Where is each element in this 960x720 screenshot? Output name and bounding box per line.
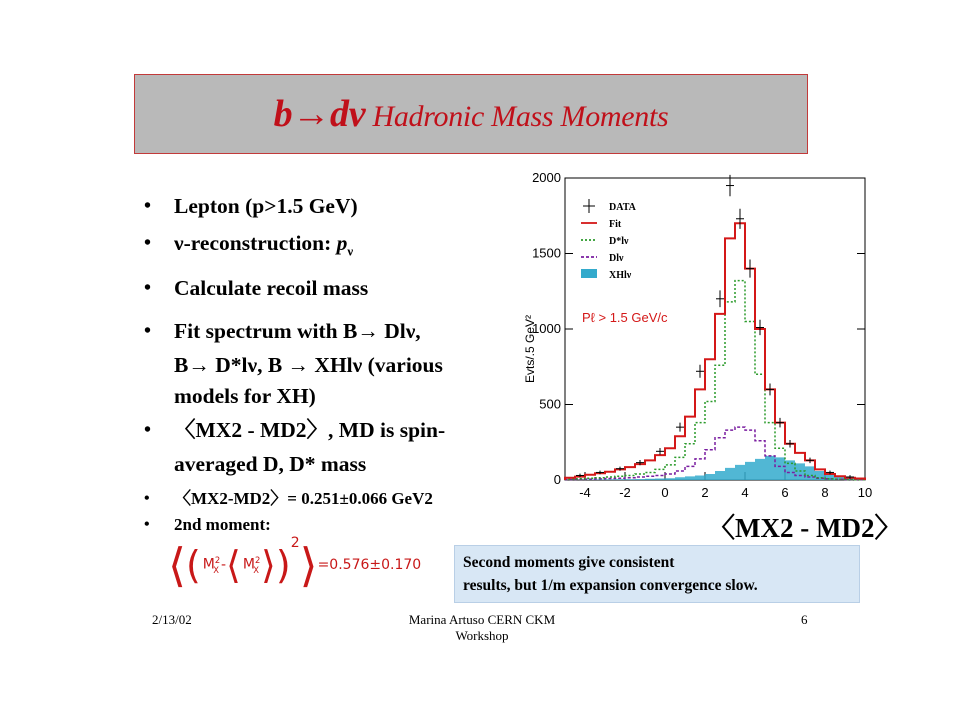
conclusion-note xyxy=(454,545,860,603)
second-moment-formula: ⟨ ( $M^2_X$ - ⟨ $M^2_X$ ⟩) 2 ⟩ =0.576±0.170 xyxy=(168,535,422,592)
y-tick-label: 1000 xyxy=(532,321,561,336)
bullet-moment-def: • 〈MX2 - MD2〉, MD is spin- xyxy=(142,412,522,449)
slide-title xyxy=(134,74,808,154)
x-tick-label: -4 xyxy=(579,485,591,500)
footer-author-line1: Marina Artuso CERN CKM xyxy=(408,612,556,627)
chart-root xyxy=(523,170,872,500)
bullet-lepton: • Lepton (p>1.5 GeV) xyxy=(142,188,522,225)
title-rest: Hadronic Mass Moments xyxy=(365,100,669,133)
bullet-list xyxy=(142,188,522,538)
p-symbol: p xyxy=(336,231,348,255)
bullet-nu-reco xyxy=(142,225,522,270)
x-tick-label: 8 xyxy=(821,485,829,500)
footer-author-line2: Workshop xyxy=(455,628,509,643)
nu-symbol: ν xyxy=(174,231,184,255)
bullet-recoil: • Calculate recoil mass xyxy=(142,270,522,307)
chart-annotation: Pℓ > 1.5 GeV/c xyxy=(582,310,668,325)
footer-date: 2/13/02 xyxy=(152,612,192,627)
footer-page: 6 xyxy=(801,612,808,627)
y-tick-label: 0 xyxy=(553,472,561,487)
legend-swatch-box xyxy=(581,269,597,278)
y-axis-label: Evts/.5 GeV² xyxy=(523,314,537,384)
title-text xyxy=(274,92,669,136)
legend-label: Fit xyxy=(609,219,622,230)
y-tick-label: 1500 xyxy=(532,245,561,261)
histogram-chart xyxy=(520,170,873,500)
note-line2: results, but 1/m expansion convergence slow. xyxy=(463,577,758,594)
bullet-moment-def-line2: averaged D, D* mass xyxy=(174,452,367,477)
bullet-fit-line3: models for XH) xyxy=(174,384,316,409)
bullet-first-moment: • 〈MX2-MD2〉= 0.251±0.066 GeV2 xyxy=(142,486,522,512)
x-tick-label: 2 xyxy=(701,485,709,500)
legend-label: DATA xyxy=(609,202,636,213)
bullet-fit-spectrum: • Fit spectrum with B→ Dlν, xyxy=(142,313,522,350)
legend-label: D*lν xyxy=(609,236,629,247)
bullet-fit-line2: B→ D*lν, B → XHlν (various xyxy=(174,353,443,378)
nu-reco-text: -reconstruction: xyxy=(183,231,337,255)
legend-label: XHlν xyxy=(609,270,632,281)
x-tick-label: -2 xyxy=(619,485,631,500)
legend-label: Dlν xyxy=(609,253,624,264)
x-tick-label: 6 xyxy=(781,485,789,500)
x-tick-label: 4 xyxy=(741,485,749,500)
footer-author xyxy=(392,612,572,644)
formula-result: =0.576±0.170 xyxy=(317,557,422,573)
y-tick-label: 2000 xyxy=(532,170,561,185)
note-line1: Second moments give consistent xyxy=(463,554,675,571)
bullet-second-moment: • 2nd moment: xyxy=(142,512,522,538)
x-tick-label: 0 xyxy=(661,485,669,500)
moment-label: 〈MX2 - MD2〉 xyxy=(708,513,902,543)
p-sub: ν xyxy=(347,244,354,259)
y-tick-label: 500 xyxy=(539,396,561,412)
x-tick-label: 10 xyxy=(857,485,873,500)
title-process: b→dν xyxy=(273,93,366,135)
